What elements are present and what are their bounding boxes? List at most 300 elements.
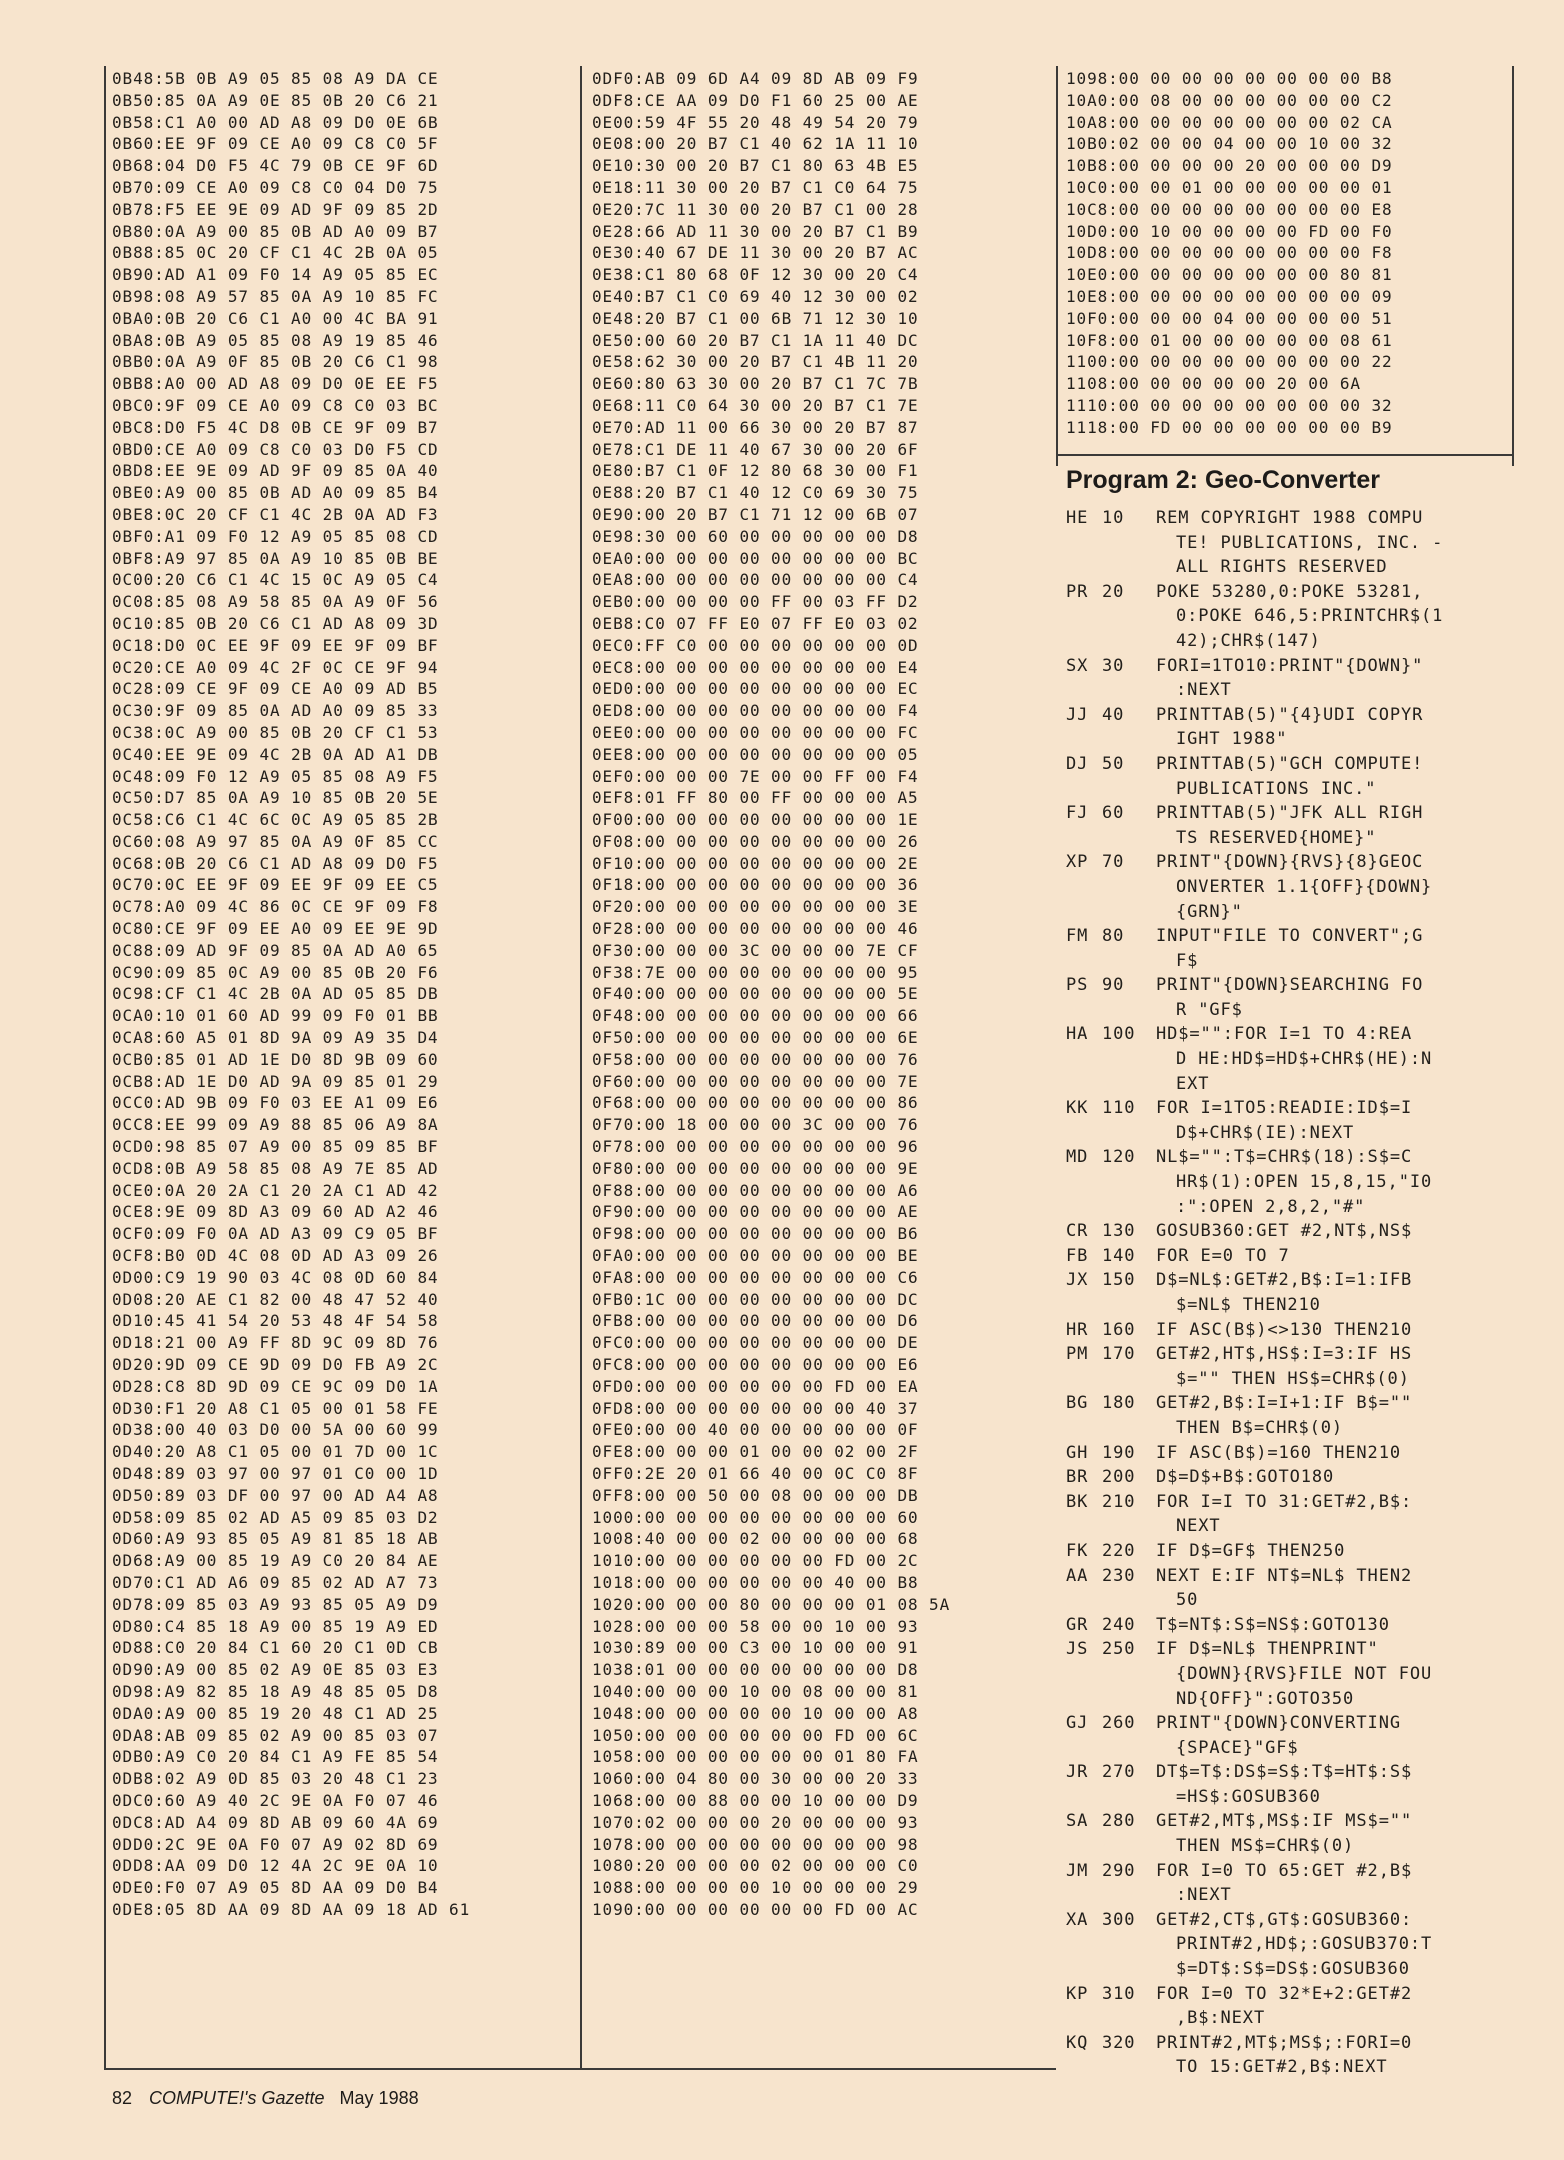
hex-line: 1018:00 00 00 00 00 00 40 00 B8 [592,1572,919,1592]
code-text: REM COPYRIGHT 1988 COMPU [1156,508,1424,528]
hex-line: 0CB0:85 01 AD 1E D0 8D 9B 09 60 [112,1049,439,1069]
line-number: 20 [1102,581,1125,602]
hex-line: 0E98:30 00 60 00 00 00 00 00 D8 [592,526,919,546]
code-text: ONVERTER 1.1{OFF}{DOWN} [1176,876,1433,897]
line-number: 140 [1102,1245,1136,1266]
checksum: HE [1066,508,1089,528]
checksum: MD [1066,1147,1089,1168]
hex-line: 0E20:7C 11 30 00 20 B7 C1 00 28 [592,199,919,219]
hex-line: 0D98:A9 82 85 18 A9 48 85 05 D8 [112,1681,439,1701]
code-text: :":OPEN 2,8,2,"#" [1176,1196,1366,1217]
code-text: GET#2,CT$,GT$:GOSUB360: [1156,1909,1413,1930]
hex-line: 0FD0:00 00 00 00 00 00 FD 00 EA [592,1376,919,1396]
line-number: 70 [1102,852,1125,873]
hex-line: 1088:00 00 00 00 10 00 00 00 29 [592,1878,919,1898]
hex-line: 0EB8:C0 07 FF E0 07 FF E0 03 02 [592,613,919,633]
code-text: $="" THEN HS$=CHR$(0) [1176,1368,1410,1389]
hex-line: 0F40:00 00 00 00 00 00 00 00 5E [592,984,919,1004]
line-number: 120 [1102,1147,1136,1168]
hex-line: 0EE0:00 00 00 00 00 00 00 00 FC [592,722,919,742]
hex-line: 0EF0:00 00 00 7E 00 00 FF 00 F4 [592,766,919,786]
hex-line: 0D58:09 85 02 AD A5 09 85 03 D2 [112,1507,439,1527]
line-number: 190 [1102,1442,1136,1463]
checksum: FJ [1066,803,1089,824]
hex-line: 1070:02 00 00 00 20 00 00 00 93 [592,1812,919,1832]
checksum: XA [1066,1909,1089,1930]
hex-line: 0F28:00 00 00 00 00 00 00 00 46 [592,919,919,939]
hex-line: 10B8:00 00 00 00 20 00 00 00 D9 [1066,156,1393,176]
hex-line: 0D00:C9 19 90 03 4C 08 0D 60 84 [112,1267,439,1287]
line-number: 30 [1102,655,1125,676]
column-rule-left [104,66,106,2068]
hex-line: 0E38:C1 80 68 0F 12 30 00 20 C4 [592,265,919,285]
hex-line: 1068:00 00 88 00 00 10 00 00 D9 [592,1790,919,1810]
line-number: 240 [1102,1614,1136,1635]
checksum: SX [1066,655,1089,676]
hex-line: 1078:00 00 00 00 00 00 00 00 98 [592,1834,919,1854]
hex-line: 0C80:CE 9F 09 EE A0 09 EE 9E 9D [112,919,439,939]
checksum: JX [1066,1270,1089,1291]
hex-line: 0C90:09 85 0C A9 00 85 0B 20 F6 [112,962,439,982]
hex-line: 0B90:AD A1 09 F0 14 A9 05 85 EC [112,265,439,285]
line-number: 130 [1102,1221,1136,1242]
code-text: :NEXT [1176,680,1232,701]
hex-line: 0C40:EE 9E 09 4C 2B 0A AD A1 DB [112,744,439,764]
hex-line: 0C60:08 A9 97 85 0A A9 0F 85 CC [112,831,439,851]
hex-line: 0CA0:10 01 60 AD 99 09 F0 01 BB [112,1006,439,1026]
hex-line: 0C00:20 C6 C1 4C 15 0C A9 05 C4 [112,570,439,590]
hex-line: 0CC8:EE 99 09 A9 88 85 06 A9 8A [112,1115,439,1135]
code-text: R "GF$ [1176,999,1243,1020]
hex-line: 0BD0:CE A0 09 C8 C0 03 D0 F5 CD [112,439,439,459]
code-text: HD$="":FOR I=1 TO 4:REA [1156,1024,1413,1045]
code-text: D HE:HD$=HD$+CHR$(HE):N [1176,1049,1433,1070]
checksum: SA [1066,1811,1089,1832]
code-text: GET#2,MT$,MS$:IF MS$="" [1156,1811,1413,1832]
hex-line: 0F70:00 18 00 00 00 3C 00 00 76 [592,1115,919,1135]
checksum: FK [1066,1540,1089,1561]
hex-line: 0BC8:D0 F5 4C D8 0B CE 9F 09 B7 [112,417,439,437]
hex-line: 0EA0:00 00 00 00 00 00 00 00 BC [592,548,919,568]
hex-line: 0E30:40 67 DE 11 30 00 20 B7 AC [592,243,919,263]
code-text: D$+CHR$(IE):NEXT [1176,1122,1355,1143]
hex-line: 0DE8:05 8D AA 09 8D AA 09 18 AD 61 [112,1899,471,1919]
hex-line: 0F10:00 00 00 00 00 00 00 00 2E [592,853,919,873]
hex-line: 0D28:C8 8D 9D 09 CE 9C 09 D0 1A [112,1376,439,1396]
hex-line: 0BE8:0C 20 CF C1 4C 2B 0A AD F3 [112,504,439,524]
hex-line: 1000:00 00 00 00 00 00 00 00 60 [592,1507,919,1527]
hex-line: 10A0:00 08 00 00 00 00 00 00 C2 [1066,90,1393,110]
code-text: THEN B$=CHR$(0) [1176,1417,1344,1438]
hex-line: 0E80:B7 C1 0F 12 80 68 30 00 F1 [592,461,919,481]
code-text: NEXT E:IF NT$=NL$ THEN2 [1156,1565,1413,1586]
hex-line: 1040:00 00 00 10 00 08 00 00 81 [592,1681,919,1701]
hex-line: 0E78:C1 DE 11 40 67 30 00 20 6F [592,439,919,459]
code-text: =HS$:GOSUB360 [1176,1786,1321,1807]
hex-line: 0D40:20 A8 C1 05 00 01 7D 00 1C [112,1442,439,1462]
hex-line: 0DB0:A9 C0 20 84 C1 A9 FE 85 54 [112,1747,439,1767]
hex-line: 0EA8:00 00 00 00 00 00 00 00 C4 [592,570,919,590]
hex-line: 0D70:C1 AD A6 09 85 02 AD A7 73 [112,1572,439,1592]
code-text: TO 15:GET#2,B$:NEXT [1176,2057,1388,2078]
code-text: FOR I=0 TO 65:GET #2,B$ [1156,1860,1413,1881]
checksum: GR [1066,1614,1089,1635]
hex-line: 0D60:A9 93 85 05 A9 81 85 18 AB [112,1529,439,1549]
hex-line: 0BA0:0B 20 C6 C1 A0 00 4C BA 91 [112,308,439,328]
code-text: INPUT"FILE TO CONVERT";G [1156,926,1424,947]
checksum: GJ [1066,1713,1089,1734]
column-rule-mid1 [580,66,582,2068]
hex-line: 0FA0:00 00 00 00 00 00 00 00 BE [592,1246,919,1266]
code-text: IGHT 1988" [1176,729,1288,750]
checksum: GH [1066,1442,1089,1463]
hex-line: 0EC8:00 00 00 00 00 00 00 00 E4 [592,657,919,677]
hex-line: 0EC0:FF C0 00 00 00 00 00 00 0D [592,635,919,655]
hex-line: 0E50:00 60 20 B7 C1 1A 11 40 DC [592,330,919,350]
hex-line: 0F48:00 00 00 00 00 00 00 00 66 [592,1006,919,1026]
hex-line: 1108:00 00 00 00 00 20 00 6A [1066,374,1361,394]
hex-line: 0E48:20 B7 C1 00 6B 71 12 30 10 [592,308,919,328]
code-text: POKE 53280,0:POKE 53281, [1156,581,1424,602]
hex-line: 0DC8:AD A4 09 8D AB 09 60 4A 69 [112,1812,439,1832]
code-text: PRINTTAB(5)"GCH COMPUTE! [1156,753,1424,774]
hex-line: 0CA8:60 A5 01 8D 9A 09 A9 35 D4 [112,1028,439,1048]
hex-line: 1030:89 00 00 C3 00 10 00 00 91 [592,1638,919,1658]
line-number: 270 [1102,1762,1136,1783]
hex-line: 1060:00 04 80 00 30 00 00 20 33 [592,1769,919,1789]
hex-line: 0FC0:00 00 00 00 00 00 00 00 DE [592,1333,919,1353]
code-text: :NEXT [1176,1885,1232,1906]
column-rule-bottom-left [104,2068,580,2070]
checksum: CR [1066,1221,1089,1242]
hex-line: 0E18:11 30 00 20 B7 C1 C0 64 75 [592,177,919,197]
code-text: PUBLICATIONS INC." [1176,778,1377,799]
hex-line: 0D78:09 85 03 A9 93 85 05 A9 D9 [112,1594,439,1614]
line-number: 320 [1102,2032,1136,2053]
hex-line: 0B68:04 D0 F5 4C 79 0B CE 9F 6D [112,156,439,176]
hex-line: 0FE8:00 00 00 01 00 00 02 00 2F [592,1442,919,1462]
hex-line: 1010:00 00 00 00 00 00 FD 00 2C [592,1551,919,1571]
code-text: $=DT$:S$=DS$:GOSUB360 [1176,1959,1410,1980]
publication-name: COMPUTE!'s Gazette [149,2088,325,2108]
hex-line: 0C98:CF C1 4C 2B 0A AD 05 85 DB [112,984,439,1004]
line-number: 250 [1102,1639,1136,1660]
code-text: IF D$=NL$ THENPRINT" [1156,1639,1379,1660]
code-text: ALL RIGHTS RESERVED [1176,557,1388,578]
hex-line: 0ED0:00 00 00 00 00 00 00 00 EC [592,679,919,699]
hex-line: 0D90:A9 00 85 02 A9 0E 85 03 E3 [112,1660,439,1680]
hex-line: 0CF0:09 F0 0A AD A3 09 C9 05 BF [112,1224,439,1244]
line-number: 300 [1102,1909,1136,1930]
hex-line: 0F08:00 00 00 00 00 00 00 00 26 [592,831,919,851]
line-number: 40 [1102,704,1125,725]
hex-line: 0CD0:98 85 07 A9 00 85 09 85 BF [112,1137,439,1157]
checksum: DJ [1066,753,1089,774]
hex-line: 0BC0:9F 09 CE A0 09 C8 C0 03 BC [112,395,439,415]
hex-line: 0C68:0B 20 C6 C1 AD A8 09 D0 F5 [112,853,439,873]
hex-line: 0E10:30 00 20 B7 C1 80 63 4B E5 [592,156,919,176]
hex-line: 0E58:62 30 00 20 B7 C1 4B 11 20 [592,352,919,372]
hex-line: 10A8:00 00 00 00 00 00 00 02 CA [1066,112,1393,132]
line-number: 50 [1102,753,1125,774]
hex-line: 10F8:00 01 00 00 00 00 00 08 61 [1066,330,1393,350]
checksum: JJ [1066,704,1089,725]
hex-line: 0CE8:9E 09 8D A3 09 60 AD A2 46 [112,1202,439,1222]
hex-line: 0D50:89 03 DF 00 97 00 AD A4 A8 [112,1485,439,1505]
hex-line: 0D20:9D 09 CE 9D 09 D0 FB A9 2C [112,1355,439,1375]
hex-line: 0F58:00 00 00 00 00 00 00 00 76 [592,1049,919,1069]
hex-line: 0B80:0A A9 00 85 0B AD A0 09 B7 [112,221,439,241]
hex-line: 10D0:00 10 00 00 00 00 FD 00 F0 [1066,221,1393,241]
checksum: JM [1066,1860,1089,1881]
program-heading [1066,466,1380,495]
code-text: FORI=1TO10:PRINT"{DOWN}" [1156,655,1424,676]
line-number: 60 [1102,803,1125,824]
hex-line: 0DF8:CE AA 09 D0 F1 60 25 00 AE [592,90,919,110]
hex-line: 0F38:7E 00 00 00 00 00 00 00 95 [592,962,919,982]
hex-line: 0FF0:2E 20 01 66 40 00 0C C0 8F [592,1464,919,1483]
column-rule-right [1512,66,1514,466]
code-text: 0:POKE 646,5:PRINTCHR$(1 [1176,606,1444,627]
hex-line: 0C88:09 AD 9F 09 85 0A AD A0 65 [112,940,439,960]
code-text: THEN MS$=CHR$(0) [1176,1836,1355,1857]
hex-line: 0EB0:00 00 00 00 FF 00 03 FF D2 [592,592,919,612]
line-number: 290 [1102,1860,1136,1881]
hex-line: 0BD8:EE 9E 09 AD 9F 09 85 0A 40 [112,461,439,481]
hex-line: 0EF8:01 FF 80 00 FF 00 00 00 A5 [592,788,919,808]
line-number: 150 [1102,1270,1136,1291]
code-text: {GRN}" [1176,901,1243,922]
checksum: PS [1066,975,1089,996]
hex-line: 0C08:85 08 A9 58 85 0A A9 0F 56 [112,592,439,612]
hex-line: 0B70:09 CE A0 09 C8 C0 04 D0 75 [112,177,439,197]
code-text: PRINT"{DOWN}{RVS}{8}GEOC [1156,852,1424,873]
hex-line: 1110:00 00 00 00 00 00 00 00 32 [1066,395,1393,415]
hex-line: 0F78:00 00 00 00 00 00 00 00 96 [592,1137,919,1157]
listing-top-rule [1056,454,1512,456]
hex-line: 0DA8:AB 09 85 02 A9 00 85 03 07 [112,1725,439,1745]
hex-line: 0B88:85 0C 20 CF C1 4C 2B 0A 05 [112,243,439,263]
code-text: IF ASC(B$)<>130 THEN210 [1156,1319,1413,1340]
hex-line: 1020:00 00 00 80 00 00 00 01 08 5A [592,1594,951,1614]
hex-line: 0DD0:2C 9E 0A F0 07 A9 02 8D 69 [112,1834,439,1854]
checksum: XP [1066,852,1089,873]
hex-line: 0FD8:00 00 00 00 00 00 00 40 37 [592,1398,919,1418]
hex-line: 0E88:20 B7 C1 40 12 C0 69 30 75 [592,483,919,503]
code-text: FOR E=0 TO 7 [1156,1245,1290,1266]
hex-line: 0E00:59 4F 55 20 48 49 54 20 79 [592,112,919,132]
hex-line: 0C38:0C A9 00 85 0B 20 CF C1 53 [112,722,439,742]
line-number: 310 [1102,1983,1136,2004]
hex-line: 0B50:85 0A A9 0E 85 0B 20 C6 21 [112,90,439,110]
hex-line: 0C78:A0 09 4C 86 0C CE 9F 09 F8 [112,897,439,917]
hex-line: 0FB0:1C 00 00 00 00 00 00 00 DC [592,1289,919,1309]
hex-line: 0CC0:AD 9B 09 F0 03 EE A1 09 E6 [112,1093,439,1113]
hex-line: 0E08:00 20 B7 C1 40 62 1A 11 10 [592,134,919,154]
checksum: HA [1066,1024,1089,1045]
hex-line: 1008:40 00 00 02 00 00 00 00 68 [592,1529,919,1549]
hex-line: 0D38:00 40 03 D0 00 5A 00 60 99 [112,1420,439,1440]
hex-line: 0D08:20 AE C1 82 00 48 47 52 40 [112,1289,439,1309]
code-text: D$=NL$:GET#2,B$:I=1:IFB [1156,1270,1413,1291]
hex-line: 0C58:C6 C1 4C 6C 0C A9 05 85 2B [112,810,439,830]
line-number: 90 [1102,975,1125,996]
code-text: $=NL$ THEN210 [1176,1295,1321,1315]
hex-line: 0E60:80 63 30 00 20 B7 C1 7C 7B [592,374,919,394]
hex-line: 0CF8:B0 0D 4C 08 0D AD A3 09 26 [112,1246,439,1266]
hex-line: 1058:00 00 00 00 00 00 01 80 FA [592,1747,919,1767]
hex-line: 0BB0:0A A9 0F 85 0B 20 C6 C1 98 [112,352,439,372]
checksum: KP [1066,1983,1089,2004]
code-text: PRINT#2,MT$;MS$;:FORI=0 [1156,2032,1413,2053]
hex-line: 0F80:00 00 00 00 00 00 00 00 9E [592,1158,919,1178]
hex-line: 1028:00 00 00 58 00 00 10 00 93 [592,1616,919,1636]
hex-line: 0D48:89 03 97 00 97 01 C0 00 1D [112,1464,439,1483]
line-number: 180 [1102,1393,1136,1414]
line-number: 230 [1102,1565,1136,1586]
hex-line: 0CD8:0B A9 58 85 08 A9 7E 85 AD [112,1158,439,1178]
hex-line: 1080:20 00 00 00 02 00 00 00 C0 [592,1856,919,1876]
issue-date: May 1988 [339,2088,419,2108]
code-text: TS RESERVED{HOME}" [1176,827,1377,848]
hex-line: 0FA8:00 00 00 00 00 00 00 00 C6 [592,1267,919,1287]
checksum: JR [1066,1762,1089,1783]
hex-line: 0E40:B7 C1 C0 69 40 12 30 00 02 [592,286,919,306]
line-number: 210 [1102,1491,1136,1512]
hex-line: 0D80:C4 85 18 A9 00 85 19 A9 ED [112,1616,439,1636]
checksum: BK [1066,1491,1089,1512]
code-text: {DOWN}{RVS}FILE NOT FOU [1176,1663,1433,1684]
hex-line: 0B48:5B 0B A9 05 85 08 A9 DA CE [112,69,439,88]
code-text: FOR I=1TO5:READIE:ID$=I [1156,1098,1413,1119]
code-text: ND{OFF}":GOTO350 [1176,1688,1355,1709]
hex-line: 0D30:F1 20 A8 C1 05 00 01 58 FE [112,1398,439,1418]
hex-line: 0C48:09 F0 12 A9 05 85 08 A9 F5 [112,766,439,786]
code-text: IF ASC(B$)=160 THEN210 [1156,1442,1401,1463]
code-text: 50 [1176,1590,1199,1611]
hex-line: 0B78:F5 EE 9E 09 AD 9F 09 85 2D [112,199,439,219]
hex-line: 0BF0:A1 09 F0 12 A9 05 85 08 CD [112,526,439,546]
hex-line: 1090:00 00 00 00 00 00 FD 00 AC [592,1899,919,1919]
hex-line: 0C28:09 CE 9F 09 CE A0 09 AD B5 [112,679,439,699]
line-number: 110 [1102,1098,1136,1119]
hex-line: 0FC8:00 00 00 00 00 00 00 00 E6 [592,1355,919,1375]
code-text: HR$(1):OPEN 15,8,15,"I0 [1176,1172,1433,1193]
hex-line: 1098:00 00 00 00 00 00 00 00 B8 [1066,69,1393,88]
hex-line: 0B58:C1 A0 00 AD A8 09 D0 0E 6B [112,112,439,132]
hex-line: 0B98:08 A9 57 85 0A A9 10 85 FC [112,286,439,306]
hex-line: 0D68:A9 00 85 19 A9 C0 20 84 AE [112,1551,439,1571]
checksum: BR [1066,1467,1089,1488]
code-text: TE! PUBLICATIONS, INC. - [1176,532,1444,553]
code-text: T$=NT$:S$=NS$:GOTO130 [1156,1614,1390,1635]
line-number: 280 [1102,1811,1136,1832]
code-text: PRINT#2,HD$;:GOSUB370:T [1176,1934,1433,1955]
hex-line: 0DD8:AA 09 D0 12 4A 2C 9E 0A 10 [112,1856,439,1876]
checksum: PM [1066,1344,1089,1365]
hex-line: 0DF0:AB 09 6D A4 09 8D AB 09 F9 [592,69,919,88]
hex-line: 0C50:D7 85 0A A9 10 85 0B 20 5E [112,788,439,808]
hex-line: 0E70:AD 11 00 66 30 00 20 B7 87 [592,417,919,437]
line-number: 170 [1102,1344,1136,1365]
code-text: ,B$:NEXT [1176,2008,1266,2029]
hex-line: 10C0:00 00 01 00 00 00 00 00 01 [1066,177,1393,197]
checksum: PR [1066,581,1089,602]
page-footer [112,2088,419,2109]
code-text: D$=D$+B$:GOTO180 [1156,1467,1335,1488]
program-title: Program 2: [1066,466,1198,494]
hex-line: 0F20:00 00 00 00 00 00 00 00 3E [592,897,919,917]
checksum: KK [1066,1098,1089,1119]
code-text: DT$=T$:DS$=S$:T$=HT$:S$ [1156,1762,1413,1783]
hex-line: 10E0:00 00 00 00 00 00 00 80 81 [1066,265,1393,285]
hex-line: 0C20:CE A0 09 4C 2F 0C CE 9F 94 [112,657,439,677]
checksum: FB [1066,1245,1089,1266]
hex-line: 0BF8:A9 97 85 0A A9 10 85 0B BE [112,548,439,568]
line-number: 200 [1102,1467,1136,1488]
hex-line: 0D18:21 00 A9 FF 8D 9C 09 8D 76 [112,1333,439,1353]
code-text: PRINTTAB(5)"JFK ALL RIGH [1156,803,1424,824]
hex-line: 10B0:02 00 00 04 00 00 10 00 32 [1066,134,1393,154]
hex-line: 0CE0:0A 20 2A C1 20 2A C1 AD 42 [112,1180,439,1200]
hex-line: 0FF8:00 00 50 00 08 00 00 00 DB [592,1485,919,1505]
hex-line: 10F0:00 00 00 04 00 00 00 00 51 [1066,308,1393,328]
column-rule-bottom-mid [580,2068,1056,2070]
line-number: 80 [1102,926,1125,947]
code-text: GET#2,HT$,HS$:I=3:IF HS [1156,1344,1413,1365]
code-text: IF D$=GF$ THEN250 [1156,1540,1346,1561]
hex-dump-column-2 [592,68,950,1921]
checksum: AA [1066,1565,1089,1586]
checksum: JS [1066,1639,1089,1660]
hex-line: 10D8:00 00 00 00 00 00 00 00 F8 [1066,243,1393,263]
hex-line: 1050:00 00 00 00 00 00 FD 00 6C [592,1725,919,1745]
hex-line: 0F88:00 00 00 00 00 00 00 00 A6 [592,1180,919,1200]
hex-line: 0F98:00 00 00 00 00 00 00 00 B6 [592,1224,919,1244]
hex-line: 0F68:00 00 00 00 00 00 00 00 86 [592,1093,919,1113]
program-subtitle: Geo-Converter [1204,466,1380,494]
hex-line: 0F50:00 00 00 00 00 00 00 00 6E [592,1028,919,1048]
code-text: GOSUB360:GET #2,NT$,NS$ [1156,1221,1413,1242]
hex-dump-column-1 [112,68,470,1921]
hex-line: 0F18:00 00 00 00 00 00 00 00 36 [592,875,919,895]
code-text: PRINTTAB(5)"{4}UDI COPYR [1156,704,1424,725]
code-text: GET#2,B$:I=I+1:IF B$="" [1156,1393,1413,1414]
hex-line: 0FB8:00 00 00 00 00 00 00 00 D6 [592,1311,919,1331]
checksum: KQ [1066,2032,1089,2053]
hex-line: 0C70:0C EE 9F 09 EE 9F 09 EE C5 [112,875,439,895]
hex-line: 0EE8:00 00 00 00 00 00 00 00 05 [592,744,919,764]
checksum: BG [1066,1393,1089,1414]
hex-line: 0C10:85 0B 20 C6 C1 AD A8 09 3D [112,613,439,633]
hex-line: 1048:00 00 00 00 00 10 00 00 A8 [592,1703,919,1723]
hex-line: 0BE0:A9 00 85 0B AD A0 09 85 B4 [112,483,439,503]
line-number: 10 [1102,508,1125,528]
code-text: FOR I=0 TO 32*E+2:GET#2 [1156,1983,1413,2004]
hex-line: 1100:00 00 00 00 00 00 00 00 22 [1066,352,1393,372]
hex-line: 1118:00 FD 00 00 00 00 00 00 B9 [1066,417,1393,437]
hex-line: 0F60:00 00 00 00 00 00 00 00 7E [592,1071,919,1091]
hex-line: 0FE0:00 00 40 00 00 00 00 00 0F [592,1420,919,1440]
hex-line: 0BA8:0B A9 05 85 08 A9 19 85 46 [112,330,439,350]
line-number: 100 [1102,1024,1136,1045]
hex-line: 0F00:00 00 00 00 00 00 00 00 1E [592,810,919,830]
page-number: 82 [112,2088,133,2108]
hex-line: 0E68:11 C0 64 30 00 20 B7 C1 7E [592,395,919,415]
line-number: 160 [1102,1319,1136,1340]
code-text: PRINT"{DOWN}CONVERTING [1156,1713,1401,1734]
hex-line: 0D88:C0 20 84 C1 60 20 C1 0D CB [112,1638,439,1658]
